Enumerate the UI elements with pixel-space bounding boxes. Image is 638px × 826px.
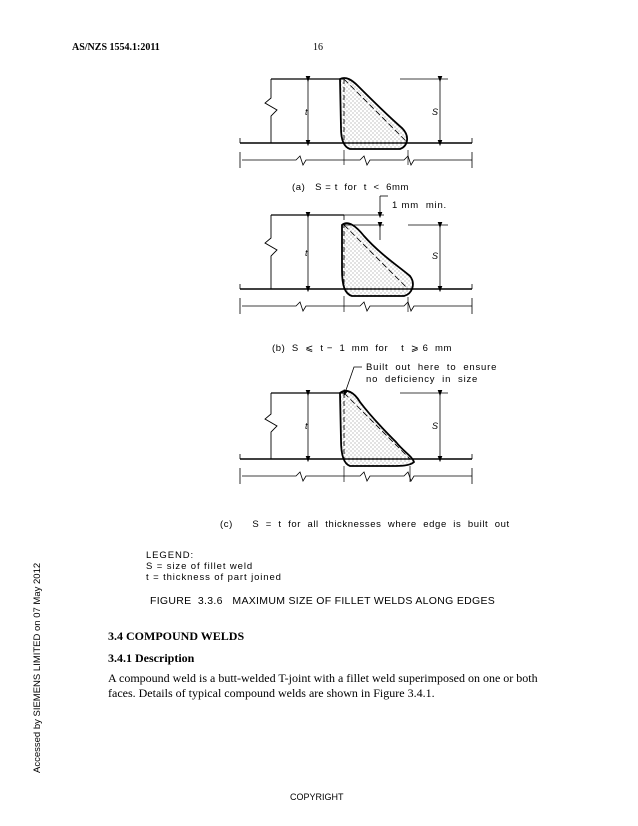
- legend: [146, 550, 282, 583]
- legend-title: LEGEND:: [146, 550, 195, 561]
- copyright-footer: COPYRIGHT: [290, 792, 344, 802]
- callout-built-out-1: Built out here to ensure: [366, 362, 498, 373]
- callout-built-out-2: no deficiency in size: [366, 374, 479, 385]
- label-s-a: S: [432, 107, 439, 117]
- label-t-a: t: [305, 107, 308, 117]
- legend-s: S = size of fillet weld: [146, 561, 254, 572]
- caption-a: (a) S = t for t < 6mm: [292, 182, 410, 193]
- section-paragraph: A compound weld is a butt-welded T-joint with a fillet weld superimposed on one or both faces. Details of typical compound welds are shown in Figure 3.4.1.: [108, 671, 538, 700]
- label-t-b: t: [305, 248, 308, 258]
- label-s-c: S: [432, 421, 439, 431]
- subsection-heading: 3.4.1 Description: [108, 651, 195, 665]
- legend-t: t = thickness of part joined: [146, 572, 282, 583]
- page-number: 16: [313, 42, 323, 53]
- caption-c: (c) S = t for all thicknesses where edge is built out: [220, 519, 510, 530]
- caption-b: (b) S ⩽ t − 1 mm for t ⩾ 6 mm: [272, 343, 453, 354]
- section-heading: 3.4 COMPOUND WELDS: [108, 629, 245, 643]
- diagram-a: [240, 78, 472, 168]
- standard-number: AS/NZS 1554.1:2011: [72, 42, 160, 53]
- figure-title: FIGURE 3.3.6 MAXIMUM SIZE OF FILLET WELDS ALONG EDGES: [150, 595, 496, 607]
- callout-min-gap: 1 mm min.: [392, 200, 447, 211]
- label-s-b: S: [432, 251, 439, 261]
- access-watermark: Accessed by SIEMENS LIMITED on 07 May 2012: [32, 562, 43, 773]
- label-t-c: t: [305, 421, 308, 431]
